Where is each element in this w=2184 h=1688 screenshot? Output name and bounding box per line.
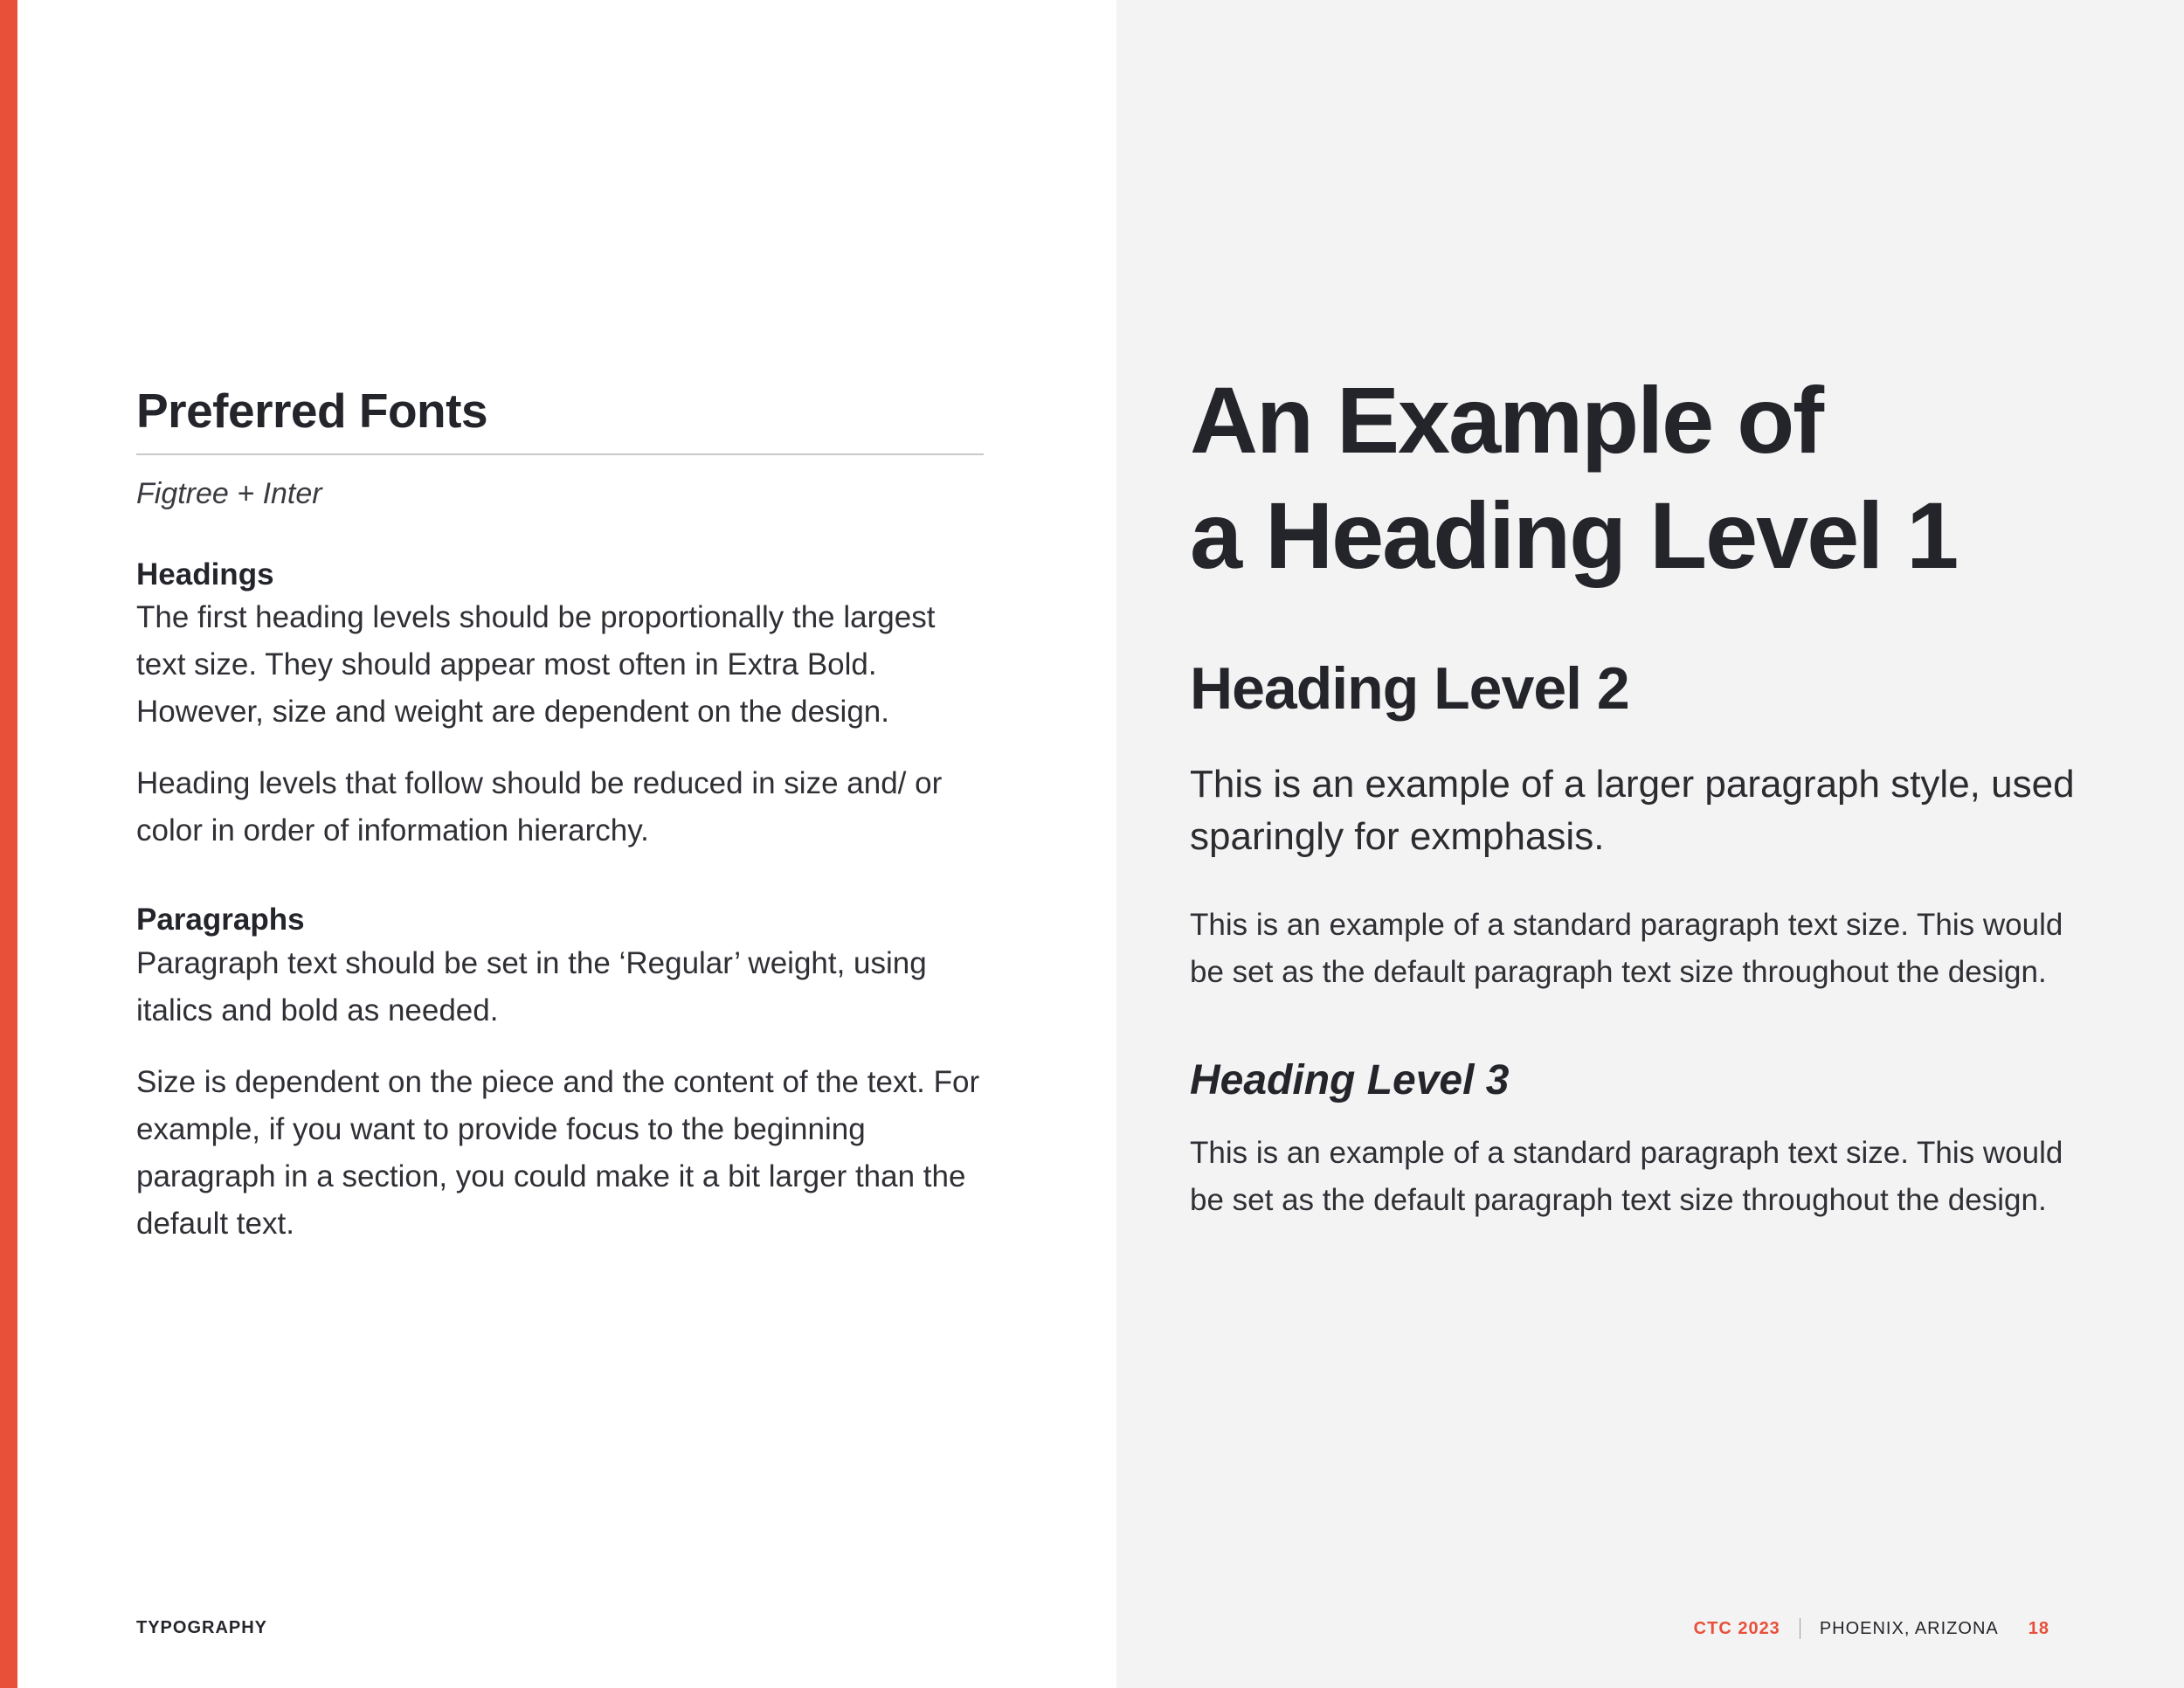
font-pair: Figtree + Inter <box>136 476 322 510</box>
heading-level-1-line-2: a Heading Level 1 <box>1190 482 1958 588</box>
page-number: 18 <box>2028 1618 2049 1638</box>
heading-level-2-example: Heading Level 2 <box>1190 655 1629 722</box>
standard-paragraph-example-2: This is an example of a standard paragraph text size. This would be set as the default paragraph text size throughout the design. <box>1190 1136 2063 1218</box>
typography-guidelines <box>136 384 984 1248</box>
accent-bar <box>0 0 17 1688</box>
headings-paragraph-1: The first heading levels should be proportionally the largest text size. They should appear most often in Extra Bold. However, size and weight are dependent on the design. <box>136 600 936 730</box>
footer-info <box>1694 1618 2049 1639</box>
paragraphs-paragraph-2: Size is dependent on the piece and the content of the text. For example, if you want to provide focus to the beginning paragraph in a section, you could make it a bit larger than the default text. <box>136 1064 980 1241</box>
standard-paragraph-example-1: This is an example of a standard paragraph text size. This would be set as the default paragraph text size throughout the design. <box>1190 907 2063 989</box>
heading-level-3-example: Heading Level 3 <box>1190 1056 1510 1103</box>
section-title: Preferred Fonts <box>136 384 984 455</box>
heading-level-1-line-1: An Example of <box>1190 367 1823 473</box>
footer-location: PHOENIX, ARIZONA <box>1819 1618 1999 1638</box>
footer-event: CTC 2023 <box>1693 1618 1780 1638</box>
type-specimen <box>1190 363 2098 1224</box>
heading-level-1-example <box>1190 363 2098 593</box>
headings-paragraph-2: Heading levels that follow should be reduced in size and/ or color in order of information hierarchy. <box>136 766 943 848</box>
paragraphs-paragraph-1: Paragraph text should be set in the ‘Regular’ weight, using italics and bold as needed. <box>136 945 927 1027</box>
footer-section-label: TYPOGRAPHY <box>136 1618 268 1637</box>
paragraphs-label: Paragraphs <box>136 903 305 937</box>
headings-label: Headings <box>136 557 274 591</box>
lead-paragraph-example: This is an example of a larger paragraph style, used sparingly for exmphasis. <box>1190 762 2075 858</box>
